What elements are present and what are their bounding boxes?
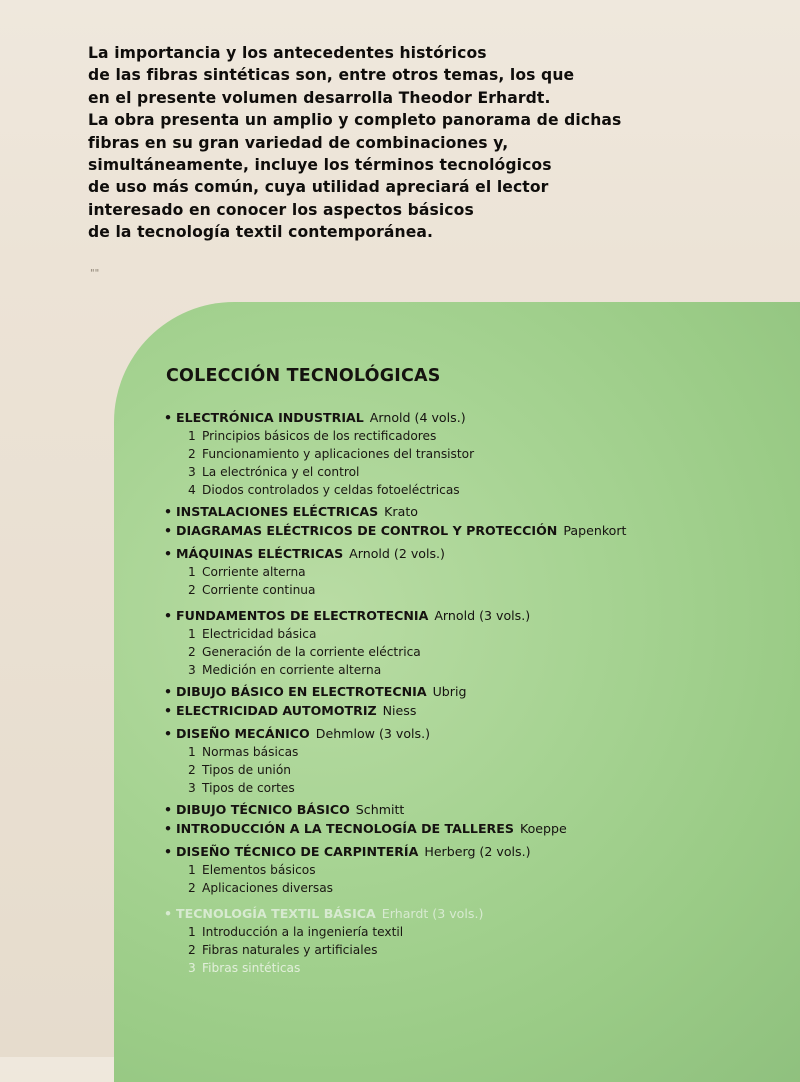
volume-number: 1 <box>188 925 196 939</box>
volume-item <box>188 661 784 679</box>
entry-title: DIBUJO TÉCNICO BÁSICO <box>176 802 350 817</box>
entry-title: ELECTRÓNICA INDUSTRIAL <box>176 410 364 425</box>
volume-title: Corriente alterna <box>202 565 306 579</box>
stray-mark: "" <box>90 268 100 279</box>
volume-number: 2 <box>188 763 196 777</box>
intro-line: de la tecnología textil contemporánea. <box>88 223 434 242</box>
intro-line: en el presente volumen desarrolla Theodor Erhardt. <box>88 88 551 107</box>
volume-item <box>188 625 784 643</box>
entry-author: Niess <box>382 703 417 718</box>
entry-author: Ubrig <box>432 684 467 699</box>
entry-title: DIAGRAMAS ELÉCTRICOS DE CONTROL Y PROTECCIÓN <box>176 523 558 538</box>
volume-list <box>164 861 784 897</box>
collection-entry <box>164 724 784 800</box>
entry-author: Papenkort <box>563 523 627 538</box>
volume-number: 2 <box>188 583 196 597</box>
volume-title: Introducción a la ingeniería textil <box>202 925 404 939</box>
entry-author: Erhardt (3 vols.) <box>381 906 484 921</box>
volume-title: Fibras sintéticas <box>202 961 301 975</box>
volume-number: 2 <box>188 447 196 461</box>
volume-number: 2 <box>188 645 196 659</box>
volume-title: Medición en corriente alterna <box>202 663 382 677</box>
collection-entry <box>164 842 784 900</box>
volume-number: 3 <box>188 961 196 975</box>
description-paragraph <box>88 42 728 244</box>
volume-list <box>164 625 784 679</box>
bullet-icon: • <box>164 684 173 699</box>
volume-number: 1 <box>188 565 196 579</box>
intro-line: simultáneamente, incluye los términos tecnológicos <box>88 156 552 175</box>
volume-title: Elementos básicos <box>202 863 316 877</box>
volume-item <box>188 959 784 977</box>
volume-number: 1 <box>188 429 196 443</box>
intro-line: interesado en conocer los aspectos básicos <box>88 200 474 219</box>
collection-entry <box>164 521 784 540</box>
intro-line: fibras en su gran variedad de combinaciones y, <box>88 133 509 152</box>
volume-item <box>188 563 784 581</box>
entry-heading <box>164 842 784 861</box>
collection-entry <box>164 544 784 602</box>
collection-list <box>164 408 784 980</box>
volume-item <box>188 761 784 779</box>
volume-list <box>164 427 784 499</box>
volume-item <box>188 427 784 445</box>
entry-author: Herberg (2 vols.) <box>424 844 531 859</box>
collection-entry <box>164 502 784 521</box>
volume-number: 2 <box>188 943 196 957</box>
entry-title: ELECTRICIDAD AUTOMOTRIZ <box>176 703 377 718</box>
volume-title: La electrónica y el control <box>202 465 360 479</box>
volume-number: 1 <box>188 745 196 759</box>
bullet-icon: • <box>164 906 173 921</box>
bullet-icon: • <box>164 523 173 538</box>
volume-title: Diodos controlados y celdas fotoeléctricas <box>202 483 460 497</box>
volume-title: Tipos de unión <box>202 763 291 777</box>
volume-number: 1 <box>188 627 196 641</box>
volume-list <box>164 563 784 599</box>
entry-heading <box>164 819 784 838</box>
collection-entry <box>164 701 784 720</box>
volume-item <box>188 861 784 879</box>
volume-item <box>188 923 784 941</box>
entry-heading <box>164 521 784 540</box>
bullet-icon: • <box>164 546 173 561</box>
entry-title: DIBUJO BÁSICO EN ELECTROTECNIA <box>176 684 427 699</box>
entry-title: DISEÑO TÉCNICO DE CARPINTERÍA <box>176 844 419 859</box>
entry-heading <box>164 701 784 720</box>
bullet-icon: • <box>164 821 173 836</box>
volume-title: Funcionamiento y aplicaciones del transistor <box>202 447 475 461</box>
intro-line: La importancia y los antecedentes históricos <box>88 44 487 62</box>
bullet-icon: • <box>164 504 173 519</box>
entry-author: Schmitt <box>355 802 405 817</box>
collection-title: COLECCIÓN TECNOLÓGICAS <box>166 366 441 386</box>
bullet-icon: • <box>164 726 173 741</box>
entry-author: Arnold (4 vols.) <box>369 410 466 425</box>
volume-item <box>188 941 784 959</box>
bullet-icon: • <box>164 844 173 859</box>
bullet-icon: • <box>164 608 173 623</box>
entry-author: Arnold (3 vols.) <box>434 608 531 623</box>
volume-title: Generación de la corriente eléctrica <box>202 645 421 659</box>
volume-item <box>188 581 784 599</box>
entry-title: TECNOLOGÍA TEXTIL BÁSICA <box>176 906 376 921</box>
entry-heading <box>164 904 784 923</box>
entry-title: INSTALACIONES ELÉCTRICAS <box>176 504 379 519</box>
intro-line: de las fibras sintéticas son, entre otros temas, los que <box>88 66 575 85</box>
volume-item <box>188 879 784 897</box>
volume-item <box>188 743 784 761</box>
entry-heading <box>164 606 784 625</box>
volume-number: 3 <box>188 465 196 479</box>
volume-number: 3 <box>188 663 196 677</box>
entry-heading <box>164 502 784 521</box>
volume-title: Corriente continua <box>202 583 316 597</box>
collection-entry <box>164 800 784 819</box>
volume-item <box>188 643 784 661</box>
entry-author: Dehmlow (3 vols.) <box>315 726 431 741</box>
bullet-icon: • <box>164 802 173 817</box>
entry-heading <box>164 682 784 701</box>
entry-title: FUNDAMENTOS DE ELECTROTECNIA <box>176 608 429 623</box>
entry-author: Krato <box>384 504 418 519</box>
volume-item <box>188 779 784 797</box>
entry-heading <box>164 800 784 819</box>
collection-entry <box>164 606 784 682</box>
intro-line: La obra presenta un amplio y completo panorama de dichas <box>88 111 622 130</box>
intro-line: de uso más común, cuya utilidad apreciará el lector <box>88 178 549 197</box>
volume-number: 1 <box>188 863 196 877</box>
volume-item <box>188 463 784 481</box>
bullet-icon: • <box>164 703 173 718</box>
collection-entry <box>164 819 784 838</box>
entry-heading <box>164 544 784 563</box>
volume-item <box>188 445 784 463</box>
volume-number: 4 <box>188 483 196 497</box>
volume-title: Electricidad básica <box>202 627 317 641</box>
entry-title: DISEÑO MECÁNICO <box>176 726 310 741</box>
volume-number: 2 <box>188 881 196 895</box>
volume-list <box>164 743 784 797</box>
entry-heading <box>164 724 784 743</box>
entry-heading <box>164 408 784 427</box>
volume-item <box>188 481 784 499</box>
bullet-icon: • <box>164 410 173 425</box>
volume-title: Fibras naturales y artificiales <box>202 943 378 957</box>
collection-entry <box>164 904 784 980</box>
entry-title: INTRODUCCIÓN A LA TECNOLOGÍA DE TALLERES <box>176 821 514 836</box>
entry-title: MÁQUINAS ELÉCTRICAS <box>176 546 344 561</box>
volume-number: 3 <box>188 781 196 795</box>
volume-title: Tipos de cortes <box>202 781 295 795</box>
volume-list <box>164 923 784 977</box>
volume-title: Normas básicas <box>202 745 299 759</box>
collection-entry <box>164 682 784 701</box>
volume-title: Principios básicos de los rectificadores <box>202 429 437 443</box>
collection-entry <box>164 408 784 502</box>
entry-author: Arnold (2 vols.) <box>349 546 445 561</box>
entry-author: Koeppe <box>519 821 567 836</box>
volume-title: Aplicaciones diversas <box>202 881 334 895</box>
